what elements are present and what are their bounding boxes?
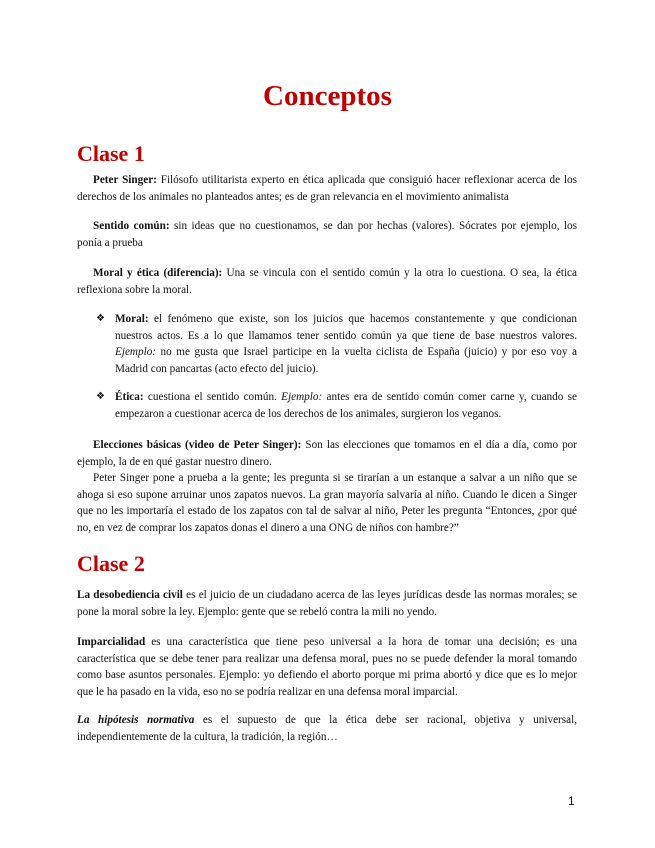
document-title: Conceptos: [263, 80, 392, 112]
definition-sentido-comun: sin ideas que no cuestionamos, se dan por hechas (valores). Sócrates por ejemplo, los ponía a prueba: [77, 220, 577, 249]
term-hipotesis-normativa: La hipótesis normativa: [77, 714, 195, 726]
paragraph-imparcialidad: [77, 634, 577, 700]
definition-peter-singer: Filósofo utilitarista experto en ética aplicada que consiguió hacer reflexionar acerca de los derechos de los animales no planteados antes; es de gran relevancia en el movimiento animalista: [77, 174, 577, 203]
term-elecciones-basicas: Elecciones básicas (video de Peter Singer):: [93, 439, 302, 451]
paragraph-peter-singer: [77, 172, 577, 205]
definition-moral: el fenómeno que existe, son los juicios que hacemos constantemente y que condicionan nuestros actos. Es a lo que llamamos tener sentido común ya que tiene de base nuestros valores.: [115, 313, 577, 342]
section-heading-clase-2: Clase 2: [77, 551, 145, 576]
definition-etica: cuestiona el sentido común.: [143, 391, 282, 403]
page-number: 1: [568, 794, 575, 808]
paragraph-hipotesis-normativa: [77, 712, 577, 745]
definition-desobediencia-civil: es el juicio de un ciudadano acerca de las leyes jurídicas desde las normas morales; se pone la moral sobre la ley. Ejemplo: gente que se rebeló contra la mili no yendo.: [77, 589, 577, 618]
example-label: Ejemplo:: [115, 346, 157, 358]
paragraph-elecciones-basicas: [77, 437, 577, 536]
paragraph-sentido-comun: [77, 218, 577, 251]
bullet-item-etica: [96, 389, 577, 422]
term-moral-etica: Moral y ética (diferencia):: [93, 267, 223, 279]
definition-imparcialidad: es una característica que tiene peso universal a la hora de tomar una decisión; es una característica que se debe tener para realizar una defensa moral, pues no se puede defender la moral tomando como base asuntos personales. Ejemplo: yo defiendo el aborto porque mi prima abortó y dice que es lo mejor que le ha pasado en la vida, eso no se podría realizar en una defensa moral imparcial.: [77, 636, 577, 698]
definition-hipotesis-normativa: es el supuesto de que la ética debe ser racional, objetiva y universal, independientemente de la cultura, la tradición, la región…: [77, 714, 578, 743]
bullet-item-moral: [96, 311, 577, 377]
definition-moral-etica: Una se vincula con el sentido común y la otra lo cuestiona. O sea, la ética reflexiona sobre la moral.: [77, 267, 577, 296]
example-text-moral: no me gusta que Israel participe en la vuelta ciclista de España (juicio) y por eso voy a Madrid con pancartas (acto efecto del juicio).: [115, 346, 577, 375]
paragraph-moral-etica: [77, 265, 577, 298]
term-moral: Moral:: [115, 313, 149, 325]
example-label: Ejemplo:: [281, 391, 323, 403]
paragraph-singer-experiment: Peter Singer pone a prueba a la gente; les pregunta si se tirarían a un estanque a salvar a un niño que se ahoga si eso supone arruinar unos zapatos nuevos. La gran mayoría salvaría al niño. Cuando le dicen a Singer que no les importaría el estado de los zapatos con tal de salvar al niño, Peter les pregunta “Entonces, ¿por qué no, en vez de comprar los zapatos donas el dinero a una ONG de niños con hambre?”: [77, 472, 577, 534]
term-imparcialidad: Imparcialidad: [77, 636, 146, 648]
term-etica: Ética:: [115, 391, 144, 403]
term-peter-singer: Peter Singer:: [93, 174, 157, 186]
diamond-bullet-icon: ❖: [96, 391, 105, 402]
section-heading-clase-1: Clase 1: [77, 141, 145, 166]
term-desobediencia-civil: La desobediencia civil: [77, 589, 183, 601]
definition-elecciones-basicas: Son las elecciones que tomamos en el día a día, como por ejemplo, la de en qué gastar nuestro dinero.: [77, 439, 577, 468]
diamond-bullet-icon: ❖: [96, 313, 105, 324]
term-sentido-comun: Sentido común:: [93, 220, 170, 232]
example-text-etica: antes era de sentido común comer carne y, cuando se empezaron a cuestionar acerca de los derechos de los animales, surgieron los veganos.: [115, 391, 577, 420]
paragraph-desobediencia-civil: [77, 587, 577, 620]
